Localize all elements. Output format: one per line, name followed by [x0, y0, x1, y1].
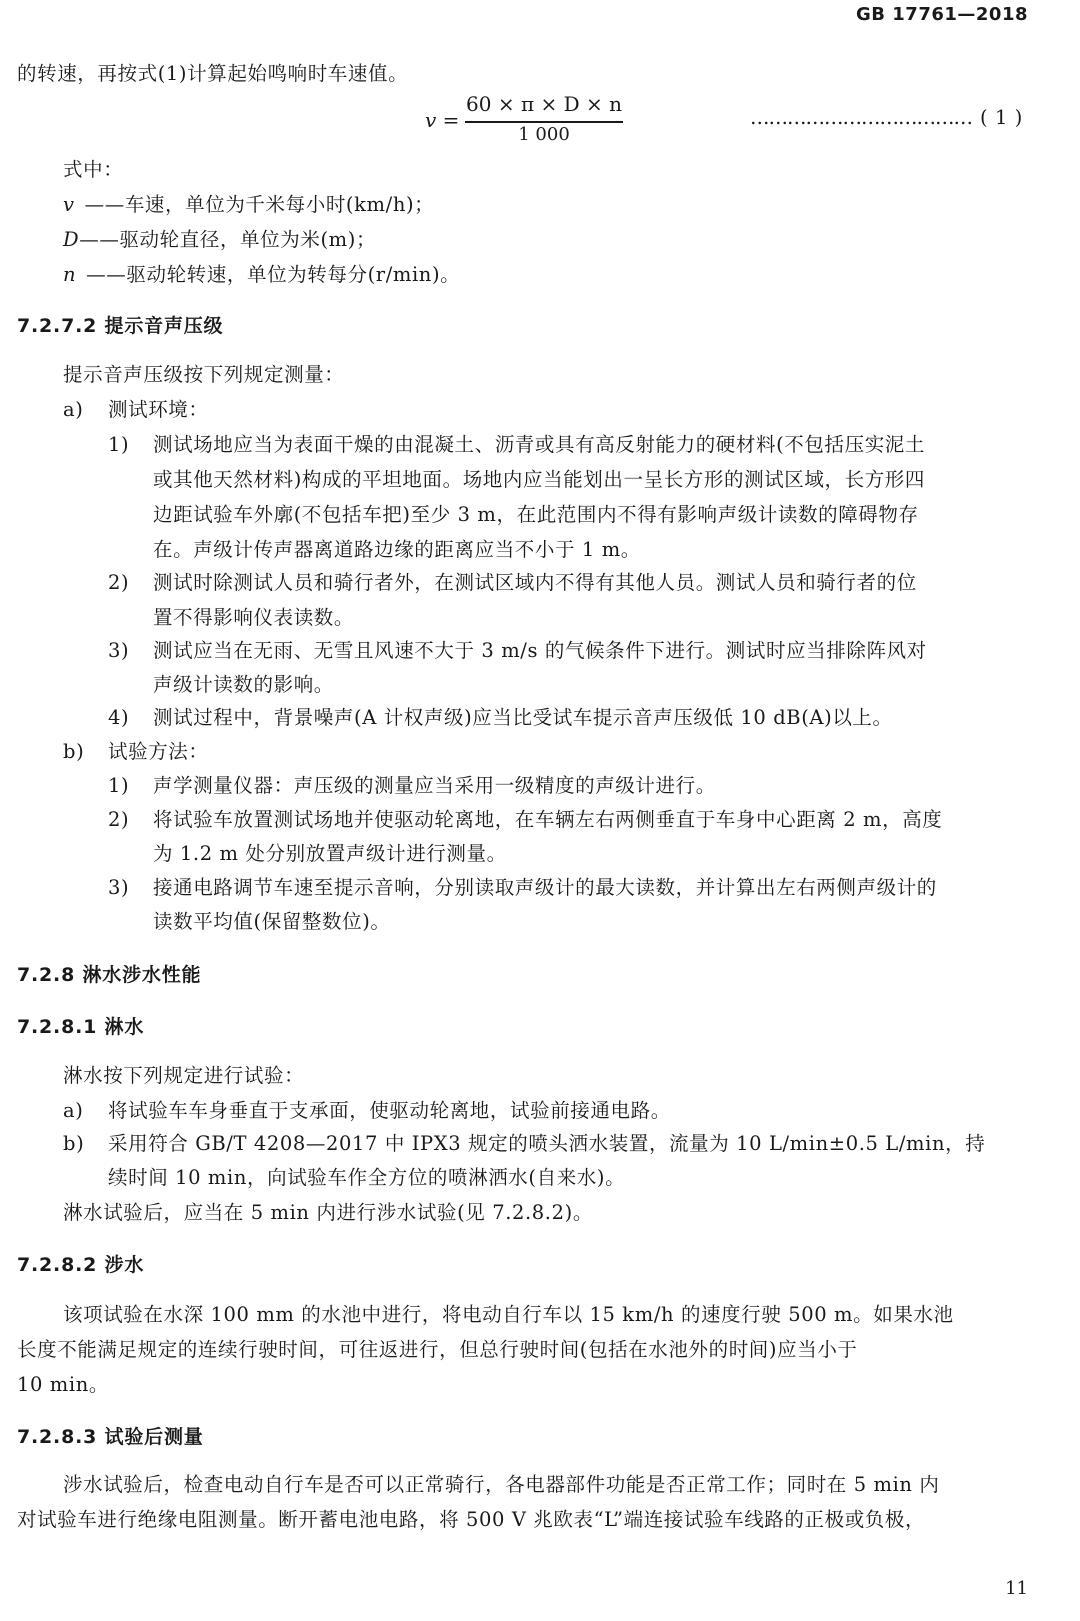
heading-7272: 7.2.7.2 提示音声压级	[17, 315, 224, 337]
list-line: 采用符合 GB/T 4208—2017 中 IPX3 规定的喷头洒水装置，流量为 10 L/min±0.5 L/min，持	[108, 1132, 986, 1155]
paragraph: 淋水按下列规定进行试验：	[63, 1064, 305, 1087]
list-line: 测试时除测试人员和骑行者外，在测试区域内不得有其他人员。测试人员和骑行者的位	[153, 571, 917, 594]
symbol: D	[63, 228, 80, 251]
paragraph-line: 该项试验在水深 100 mm 的水池中进行，将电动自行车以 15 km/h 的速度行驶 500 m。如果水池	[63, 1303, 954, 1326]
where-item: v ——车速，单位为千米每小时(km/h)；	[63, 193, 435, 216]
list-line: 声级计读数的影响。	[153, 673, 334, 696]
list-line: 将试验车放置测试场地并使驱动轮离地，在车辆左右两侧垂直于车身中心距离 2 m，高度	[153, 808, 943, 831]
list-label: a)	[63, 1099, 84, 1122]
list-number: 2)	[108, 571, 130, 594]
paragraph-line: 对试验车进行绝缘电阻测量。断开蓄电池电路，将 500 V 兆欧表“L”端连接试验车线路的正极或负极，	[17, 1508, 926, 1531]
list-number: 2)	[108, 808, 130, 831]
list-number: 1)	[108, 433, 130, 456]
list-line: 测试应当在无雨、无雪且风速不大于 3 m/s 的气候条件下进行。测试时应当排除阵风对	[153, 639, 927, 662]
list-label: b)	[63, 1132, 85, 1155]
list-line: 测试场地应当为表面干燥的由混凝土、沥青或具有高反射能力的硬材料(不包括压实泥土	[153, 433, 926, 456]
formula-numerator: 60 × π × D × n	[466, 92, 622, 116]
page-number: 11	[1005, 1578, 1028, 1599]
list-text: 试验方法：	[108, 740, 209, 763]
list-line: 将试验车车身垂直于支承面，使驱动轮离地，试验前接通电路。	[108, 1099, 671, 1122]
where-label: 式中：	[63, 158, 124, 181]
list-line: 或其他天然材料)构成的平坦地面。场地内应当能划出一呈长方形的测试区域，长方形四	[153, 468, 926, 491]
symbol: n	[63, 263, 77, 286]
list-line: 在。声级计传声器离道路边缘的距离应当不小于 1 m。	[153, 538, 641, 561]
formula-denominator: 1 000	[518, 124, 570, 145]
list-line: 接通电路调节车速至提示音响，分别读取声级计的最大读数，并计算出左右两侧声级计的	[153, 876, 937, 899]
list-line: 测试过程中，背景噪声(A 计权声级)应当比受试车提示音声压级低 10 dB(A)以上。	[153, 706, 893, 729]
heading-7281: 7.2.8.1 淋水	[17, 1016, 145, 1038]
paragraph-line: 涉水试验后，检查电动自行车是否可以正常骑行，各电器部件功能是否正常工作；同时在 5 min 内	[63, 1473, 940, 1496]
symbol: v	[63, 193, 75, 216]
list-line: 续时间 10 min，向试验车作全方位的喷淋洒水(自来水)。	[108, 1166, 626, 1189]
list-number: 1)	[108, 774, 130, 797]
formula-number: ( 1 )	[980, 106, 1024, 129]
list-label: b)	[63, 740, 85, 763]
list-line: 边距试验车外廓(不包括车把)至少 3 m，在此范围内不得有影响声级计读数的障碍物存	[153, 503, 919, 526]
where-item: D——驱动轮直径，单位为米(m)；	[63, 228, 377, 251]
paragraph: 提示音声压级按下列规定测量：	[63, 363, 345, 386]
where-item: n ——驱动轮转速，单位为转每分(r/min)。	[63, 263, 461, 286]
heading-728: 7.2.8 淋水涉水性能	[17, 964, 202, 986]
formula-lhs: v =	[425, 108, 460, 132]
formula-leader: ………………………………	[750, 106, 972, 129]
intro-line: 的转速，再按式(1)计算起始鸣响时车速值。	[17, 62, 409, 85]
list-label: a)	[63, 398, 84, 421]
paragraph: 淋水试验后，应当在 5 min 内进行涉水试验(见 7.2.8.2)。	[63, 1201, 593, 1224]
list-number: 4)	[108, 706, 130, 729]
paragraph-line: 10 min。	[17, 1373, 109, 1396]
list-line: 读数平均值(保留整数位)。	[153, 910, 391, 933]
list-text: 测试环境：	[108, 398, 209, 421]
heading-7283: 7.2.8.3 试验后测量	[17, 1426, 204, 1448]
list-number: 3)	[108, 876, 130, 899]
list-line: 为 1.2 m 处分别放置声级计进行测量。	[153, 842, 507, 865]
standard-number: GB 17761—2018	[856, 4, 1028, 25]
heading-7282: 7.2.8.2 涉水	[17, 1254, 145, 1276]
list-number: 3)	[108, 639, 130, 662]
list-line: 置不得影响仪表读数。	[153, 606, 355, 629]
paragraph-line: 长度不能满足规定的连续行驶时间，可往返进行，但总行驶时间(包括在水池外的时间)应当小于	[17, 1338, 858, 1361]
list-line: 声学测量仪器：声压级的测量应当采用一级精度的声级计进行。	[153, 774, 716, 797]
fraction-bar	[465, 121, 623, 123]
